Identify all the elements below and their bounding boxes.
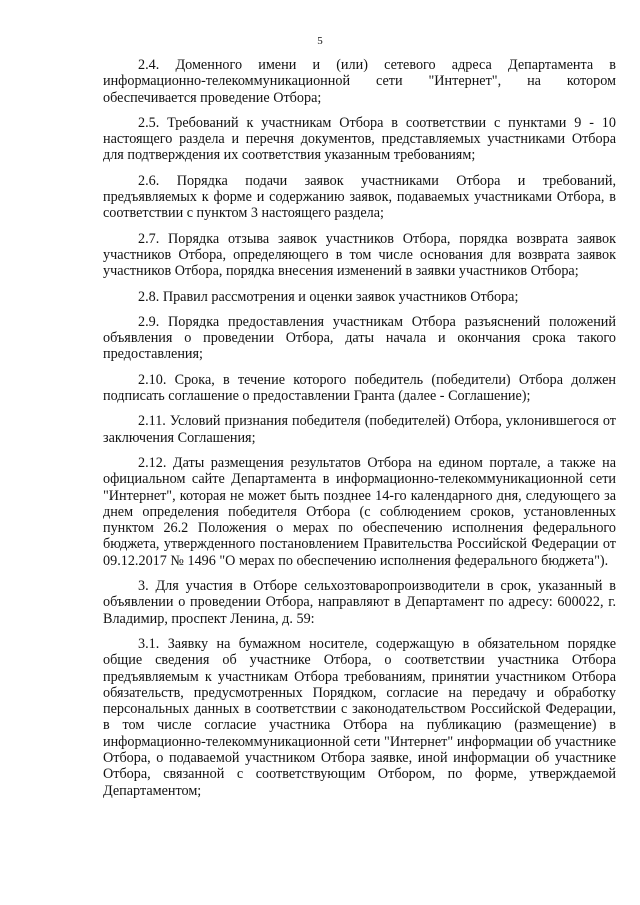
paragraph-3: 3. Для участия в Отборе сельхозтоваропроизводители в срок, указанный в объявлении о проведении Отбора, направляют в Департамент по адресу: 600022, г. Владимир, проспект Ленина, д. 59: xyxy=(103,578,616,627)
paragraph-2-10: 2.10. Срока, в течение которого победитель (победители) Отбора должен подписать соглашение о предоставлении Гранта (далее - Соглашение); xyxy=(103,371,616,405)
paragraph-2-8: 2.8. Правил рассмотрения и оценки заявок участников Отбора; xyxy=(138,288,519,305)
paragraph-2-11: 2.11. Условий признания победителя (победителей) Отбора, уклонившегося от заключения Соглашения; xyxy=(103,413,616,446)
paragraph-2-9: 2.9. Порядка предоставления участникам Отбора разъяснений положений объявления о проведении Отбора, даты начала и окончания срока такого предоставления; xyxy=(103,313,616,363)
paragraph-2-6: 2.6. Порядка подачи заявок участниками Отбора и требований, предъявляемых к форме и содержанию заявок, подаваемых участниками Отбора, в соответствии с пунктом 3 настоящего раздела; xyxy=(103,172,616,222)
page-number: 5 xyxy=(317,35,323,47)
paragraph-2-5: 2.5. Требований к участникам Отбора в соответствии с пунктами 9 - 10 настоящего раздела и перечня документов, представляемых участниками Отбора для подтверждения их соответствия указанным требованиям; xyxy=(103,114,616,164)
paragraph-3-1: 3.1. Заявку на бумажном носителе, содержащую в обязательном порядке общие сведения об участнике Отбора, о соответствии участника Отбора предъявляемым к участникам Отбора требованиям, принятии участником Отбора обязательств, предусмотренных Порядком, согласие на передачу и обработку персональных данных в соответствии с законодательством Российской Федерации, в том числе согласие участника Отбора на публикацию (размещение) в информационно-телекоммуникационной сети "Интернет" информации об участнике Отбора, о подаваемой участником Отбора заявке, иной информации об участнике Отбора, связанной с соответствующим Отбором, по форме, утверждаемой Департаментом; xyxy=(103,635,616,799)
paragraph-2-7: 2.7. Порядка отзыва заявок участников Отбора, порядка возврата заявок участников Отбора, определяющего в том числе основания для возврата заявок участников Отбора, порядка внесения изменений в заявки участников Отбора; xyxy=(103,230,616,280)
paragraph-2-12: 2.12. Даты размещения результатов Отбора на едином портале, а также на официальном сайте Департамента в информационно-телекоммуникационной сети "Интернет", которая не может быть позднее 14-го календарного дня, следующего за днем определения победителя Отбора (с соблюдением сроков, установленных пунктом 26.2 Положения о мерах по обеспечению исполнения федерального бюджета, утвержденного постановлением Правительства Российской Федерации от 09.12.2017 № 1496 "О мерах по обеспечению исполнения федерального бюджета"). xyxy=(103,454,616,569)
document-body xyxy=(103,57,616,799)
paragraph-2-4: 2.4. Доменного имени и (или) сетевого адреса Департамента в информационно-телекоммуникационной сети "Интернет", на котором обеспечивается проведение Отбора; xyxy=(103,57,616,106)
